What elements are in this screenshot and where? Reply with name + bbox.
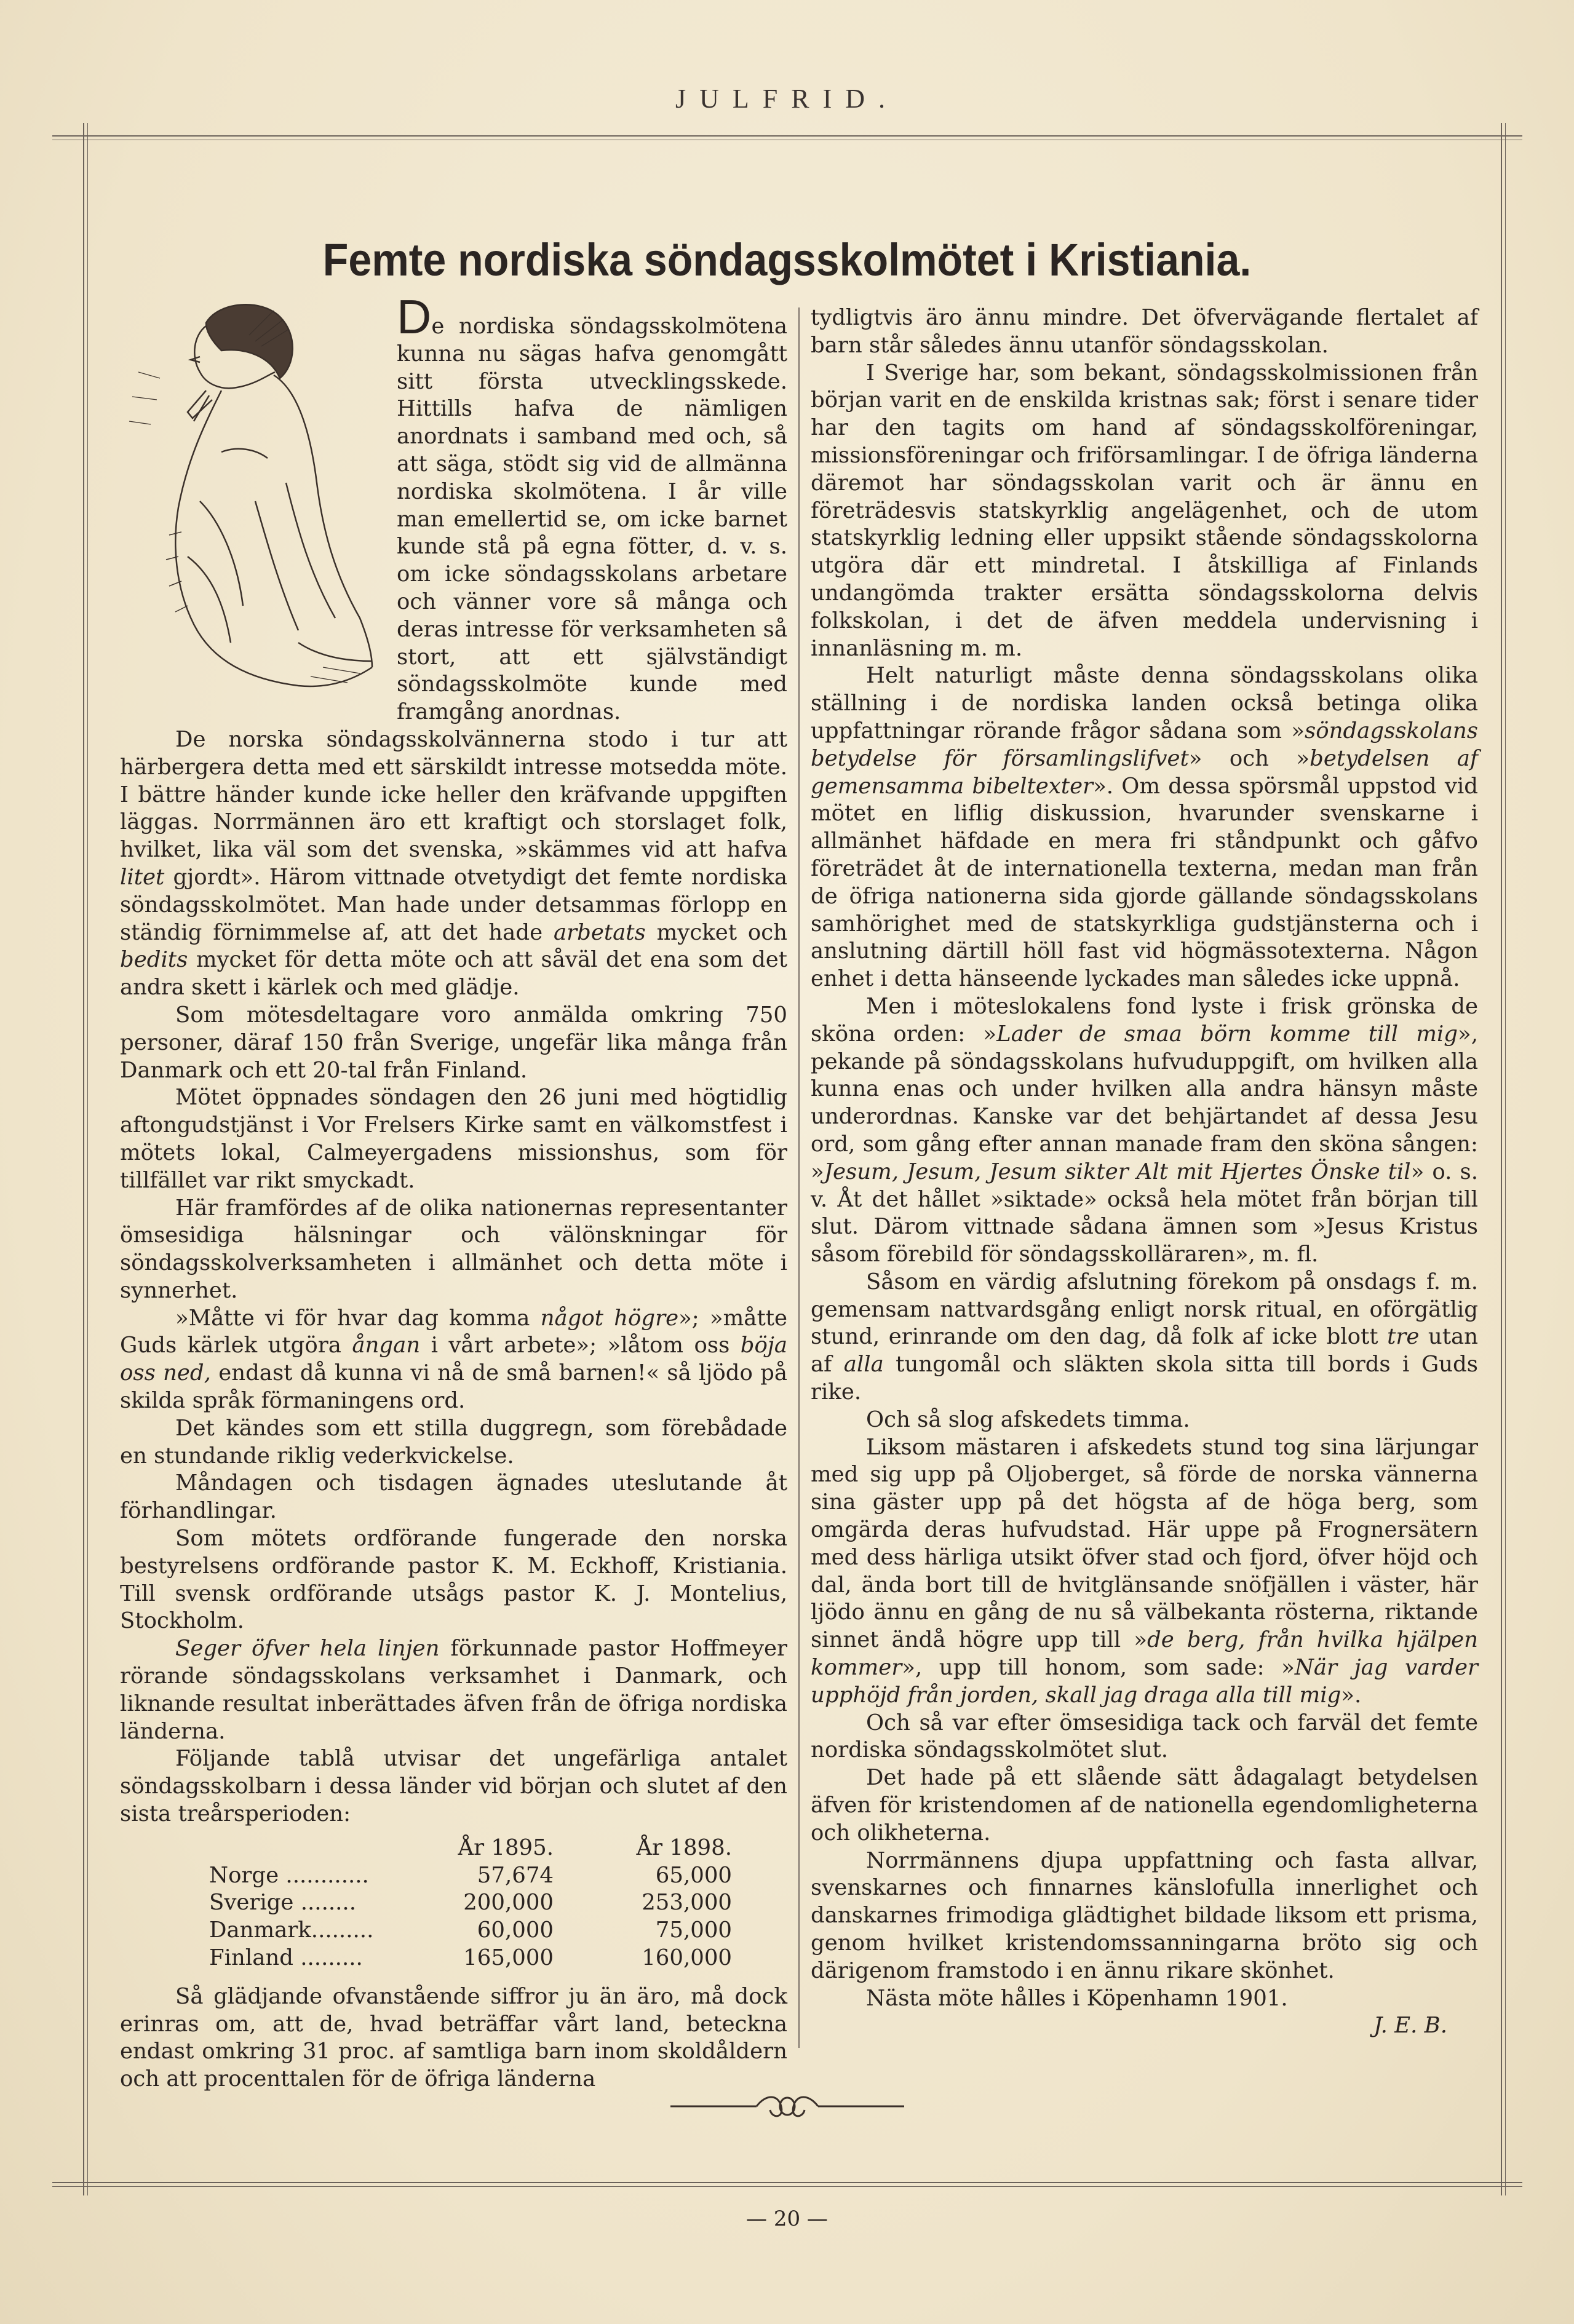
left-column-text-after-table	[120, 1983, 787, 2093]
text-segment: Liksom mästaren i afskedets stund tog sina lärjungar med sig upp på Oljoberget, så förde de norska vännerna sina gäster upp på det högsta af de höga berg, som omgärda deras hufvudstad. Här uppe på Frognersätern med dess härliga utsikt öfver stad och fjord, öfver höjd och dal, ända bort till de hvitglänsande snöfjällen i väster, här ljödo ännu en gång de nu så välbekanta rösterna, riktande sinnet ändå högre upp till »	[811, 1434, 1478, 1653]
praying-child-illustration	[114, 298, 384, 704]
article-paragraph	[120, 1195, 787, 1305]
text-segment: Som mötets ordförande fungerade den norska bestyrelsens ordförande pastor K. M. Eckhoff, Kristiania. Till svensk ordförande utsågs pastor K. J. Montelius, Stockholm.	[120, 1526, 787, 1634]
right-border-rule-thin	[1505, 123, 1506, 2195]
article-paragraph	[811, 1434, 1478, 1710]
article-paragraph	[811, 360, 1478, 663]
right-column-text	[811, 304, 1478, 2012]
table-value-1898: 75,000	[655, 1917, 732, 1943]
text-segment: tungomål och släkten skola sitta till bords i Guds rike.	[811, 1352, 1478, 1405]
text-segment: » o. s. v. Åt det hållet »siktade» också hela mötet från början till slut. Därom vittnade sådana ämnen som »Jesus Kristus såsom förebild för söndagsskolläraren», m. fl.	[811, 1159, 1478, 1267]
italic-text: något högre	[540, 1305, 679, 1331]
article-paragraph	[811, 1764, 1478, 1847]
italic-text: betydelsen af gemensamma bibeltexter	[811, 745, 1478, 799]
article-paragraph	[120, 1470, 787, 1525]
article-paragraph	[811, 1710, 1478, 1765]
table-value-1898: 160,000	[642, 1945, 732, 1971]
italic-text: alla	[843, 1352, 884, 1378]
italic-text: Jesum, Jesum, Jesum sikter Alt mit Hjertes Önske til	[824, 1159, 1411, 1184]
table-row	[209, 1862, 750, 1890]
bottom-rule	[52, 2182, 1522, 2183]
column-divider	[798, 307, 800, 2048]
article-paragraph	[811, 1406, 1478, 1434]
table-value-1895: 200,000	[463, 1890, 554, 1916]
text-segment: ». Om dessa spörsmål uppstod vid mötet en liflig diskussion, hvarunder svenskarne i allmänhet häfdade en mera fri ståndpunkt och gåfvo företrädet åt de internationella texterna, medan man från de öfriga nationerna sida gjorde gällande söndagsskolans samhörighet med de statskyrkliga gudstjänsterna och i anslutning därtill höll fast vid högmässotexterna. Någon enhet i detta hänseende lyckades man således icke uppnå.	[811, 773, 1478, 992]
text-segment: Norrmännens djupa uppfattning och fasta allvar, svenskarnes och finnarnes känslofulla innerlighet och danskarnes frimodiga glädtighet bildade liksom ett prisma, genom hvilket kristendomssanningarna bröto sig och därigenom framstodo i en ännu rikare skönhet.	[811, 1847, 1478, 1983]
italic-text: söndagsskolans betydelse för församlingslifvet	[811, 718, 1478, 771]
text-segment: ».	[1341, 1682, 1362, 1708]
table-row	[209, 1917, 750, 1945]
article-title: Femte nordiska söndagsskolmötet i Kristiania.	[322, 234, 1252, 285]
italic-text: tre	[1387, 1324, 1420, 1350]
table-country: Danmark.........	[209, 1917, 374, 1943]
bottom-rule-thin	[52, 2186, 1522, 2187]
article-paragraph	[120, 1415, 787, 1470]
left-border-rule	[83, 123, 84, 2195]
text-segment: Det kändes som ett stilla duggregn, som förebådade en stundande riklig vederkvickelse.	[120, 1415, 787, 1469]
article-paragraph	[120, 726, 787, 1002]
table-country: Norge ............	[209, 1862, 369, 1888]
article-paragraph	[120, 1525, 787, 1635]
italic-text: bedits	[120, 947, 188, 973]
table-header-1895: År 1895.	[458, 1834, 554, 1860]
table-header-1898: År 1898.	[636, 1834, 732, 1860]
sunday-school-statistics-table	[209, 1834, 750, 1972]
text-segment: Men i möteslokalens fond lyste i frisk grönska de sköna orden: »	[811, 993, 1478, 1047]
text-segment: »Måtte vi för hvar dag komma	[175, 1305, 541, 1331]
text-segment: Måndagen och tisdagen ägnades uteslutande åt förhandlingar.	[120, 1470, 787, 1524]
text-segment: Helt naturligt måste denna söndagsskolans olika ställning i de nordiska landen också betinga olika uppfattningar rörande frågor sådana som »	[811, 663, 1478, 744]
text-segment: Det hade på ett slående sätt ådagalagt betydelsen äfven för kristendomen af de nationella egendomligheterna och olikheterna.	[811, 1765, 1478, 1846]
text-segment: Här framfördes af de olika nationernas representanter ömsesidiga hälsningar och välönskningar för söndagsskolverksamheten i allmänhet och detta möte i synnerhet.	[120, 1195, 787, 1303]
author-signature: J. E. B.	[1373, 2013, 1447, 2039]
table-header-blank	[209, 1834, 394, 1862]
article-paragraph	[120, 1983, 787, 2093]
table-row	[209, 1889, 750, 1917]
text-segment: Följande tablå utvisar det ungefärliga antalet söndagsskolbarn i dessa länder vid början och slutet af den sista treårsperioden:	[120, 1746, 787, 1827]
text-segment: Nästa möte hålles i Köpenhamn 1901.	[866, 1985, 1288, 2011]
right-column	[811, 304, 1478, 2040]
article-paragraph	[811, 662, 1478, 993]
table-row	[209, 1945, 750, 1972]
text-segment: e nordiska söndagsskolmötena kunna nu sägas hafva genomgått sitt första utvecklingsskede. Hittills hafva de nämligen anordnats i samband med och, så att säga, stödt sig vid de allmänna nordiska skolmötena. I år ville man emellertid se, om icke barnet kunde stå på egna fötter, d. v. s. om icke söndagsskolans arbetare och vänner vore så många och deras intresse för verksamheten så stort, att ett självständigt söndagsskolmöte kunde med framgång anordnas.	[397, 314, 787, 725]
left-border-rule-thin	[87, 123, 88, 2195]
article-paragraph	[811, 304, 1478, 360]
text-segment: »; »måtte Guds kärlek utgöra	[120, 1305, 787, 1358]
italic-text: När jag varder upphöjd från jorden, skall jag draga alla till mig	[811, 1655, 1478, 1708]
text-segment: Som mötesdeltagare voro anmälda omkring 750 personer, däraf 150 från Sverige, ungefär lika många från Danmark och ett 20-tal från Finland.	[120, 1002, 787, 1083]
italic-text: Seger öfver hela linjen	[175, 1636, 440, 1662]
text-segment: Såsom en värdig afslutning förekom på onsdags f. m. gemensam nattvardsgång enligt norsk ritual, en oförgätlig stund, erinrande om den dag, då folk af icke blott	[811, 1269, 1478, 1350]
text-segment: Och så slog afskedets timma.	[866, 1406, 1190, 1432]
table-value-1895: 60,000	[477, 1917, 554, 1943]
table-value-1898: 65,000	[655, 1862, 732, 1888]
text-segment: I Sverige har, som bekant, söndagsskolmissionen från början varit en de enskilda kristnas sak; först i senare tider har den tagits om hand af söndagsskolföreningar, missionsföreningar och friförsamlingar. I de öfriga länderna däremot har söndagsskolan varit och är ännu en företrädesvis statskyrklig angelägenhet, och de utom statskyrklig ledning eller uppsikt stående söndagsskolorna utgöra där ett mindretal. I åtskilliga af Finlands undangömda trakter ersätta söndagsskolorna delvis folkskolan, i det de äfven meddela undervisning i innanläsning m. m.	[811, 360, 1478, 661]
italic-text: litet	[120, 864, 165, 890]
text-segment: Mötet öppnades söndagen den 26 juni med högtidlig aftongudstjänst i Vor Frelsers Kirke samt en välkomstfest i mötets lokal, Calmeyergadens missionshus, som för tillfället var rikt smyckadt.	[120, 1085, 787, 1193]
left-column	[120, 290, 787, 2093]
article-paragraph	[120, 1305, 787, 1415]
text-segment: förkunnade pastor Hoffmeyer rörande söndagsskolans verksamhet i Danmark, och liknande resultat inberättades äfven från de öfriga nordiska länderna.	[120, 1636, 787, 1744]
text-segment: Och så var efter ömsesidiga tack och farväl det femte nordiska söndagsskolmötet slut.	[811, 1710, 1478, 1763]
article-paragraph	[120, 1084, 787, 1194]
text-segment: » och »	[1188, 745, 1310, 771]
text-segment: De norska söndagsskolvännerna stodo i tur att härbergera detta med ett särskildt intresse motsedda möte. I bättre händer kunde icke heller den kräfvande uppgiften läggas. Norrmännen äro ett kraftigt och storslaget folk, hvilket, lika väl som det svenska, »skämmes vid att hafva	[120, 726, 787, 863]
page-number: — 20 —	[746, 2207, 828, 2231]
table-value-1895: 57,674	[477, 1862, 554, 1888]
text-segment: i vårt arbete»; »låtom oss	[420, 1333, 741, 1358]
table-header-row	[209, 1834, 750, 1862]
italic-text: arbetats	[553, 919, 646, 945]
text-segment: endast då kunna vi nå de små barnen!« så ljödo på skilda språk förmaningens ord.	[120, 1360, 787, 1414]
text-segment: gjordt». Härom vittnade otvetydigt det femte nordiska söndagsskolmötet. Man hade under detsammas förlopp en ständig förnimmelse af, att det hade	[120, 864, 787, 945]
article-paragraph	[120, 1635, 787, 1745]
text-segment: tydligtvis äro ännu mindre. Det öfvervägande flertalet af barn står således ännu utanför söndagsskolan.	[811, 305, 1478, 358]
text-segment: mycket och	[645, 919, 787, 945]
article-paragraph	[811, 1985, 1478, 2013]
text-segment: », pekande på söndagsskolans hufvuduppgift, om hvilken alla kunna enas och under hvilken alla andra hänsyn måste underordnas. Kanske var det behjärtandet af dessa Jesu ord, som gång efter annan manade fram den sköna sången: »	[811, 1021, 1478, 1184]
end-ornament	[664, 2088, 910, 2125]
italic-text: de berg, från hvilka hjälpen kommer	[811, 1627, 1479, 1681]
article-paragraph	[811, 993, 1478, 1269]
running-head: JULFRID.	[675, 84, 899, 114]
italic-text: böja oss ned,	[120, 1333, 787, 1386]
table-country: Finland .........	[209, 1945, 363, 1971]
italic-text: Lader de smaa börn komme till mig	[996, 1021, 1458, 1047]
drop-cap: D	[397, 290, 432, 344]
table-country: Sverige ........	[209, 1890, 357, 1916]
article-paragraph	[811, 1269, 1478, 1406]
article-paragraph	[120, 1002, 787, 1084]
right-border-rule	[1501, 123, 1502, 2195]
top-rule	[52, 135, 1522, 137]
text-segment: Så glädjande ofvanstående siffror ju än äro, må dock erinras om, att de, hvad beträffar vårt land, betеckna endast omkring 31 proc. af samtliga barn inom skoldåldern och att procenttalen för de öfriga länderna	[120, 1983, 787, 2092]
text-segment: utan af	[811, 1324, 1478, 1378]
article-paragraph	[811, 1847, 1478, 1985]
table-value-1895: 165,000	[463, 1945, 554, 1971]
text-segment: », upp till honom, som sade: »	[902, 1655, 1295, 1681]
table-value-1898: 253,000	[642, 1890, 732, 1916]
text-segment: mycket för detta möte och att såväl det ena som det andra skett i kärlek och med glädje.	[120, 947, 787, 1001]
article-paragraph	[120, 1745, 787, 1828]
italic-text: ångan	[352, 1333, 421, 1358]
